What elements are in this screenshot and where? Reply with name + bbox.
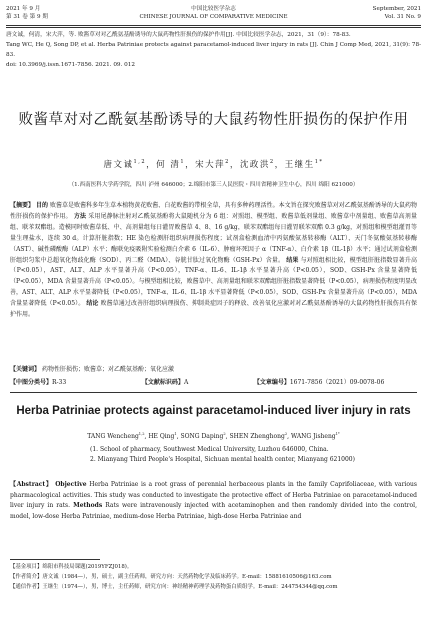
authors-cn: 唐文诚$^{1,2}$，何 清$^1$，宋大萍$^2$，沈政洪$^2$，王继生$^{1*}$ [103, 159, 324, 170]
author-name: SONG Daping [180, 433, 224, 440]
journal-name-cn: 中国比较医学杂志 [191, 6, 236, 12]
authors-en: TANG Wencheng$^{1,2}$, HE Qing$^1$, SONG Daping$^2$, SHEN Zhenghong$^2$, WANG Jisheng$^{1*}$ [87, 432, 340, 440]
header-rule-thin [6, 27, 421, 28]
author-name: SHEN Zhenghong [229, 433, 285, 440]
citation-cn: 唐文诚，何清，宋大萍，等. 败酱草对对乙酰氨基酚诱导的大鼠药物性肝损伤的保护作用[J]. 中国比较医学杂志，2021，31（9）：78-83. [6, 32, 351, 38]
header-volume-cn: 第 31 卷 第 9 期 [6, 14, 48, 20]
clc-label: 【中图分类号】 [10, 379, 53, 386]
header-volume-en: Vol. 31 No. 9 [384, 14, 421, 20]
keywords-text-cn: 药物性肝损伤；败酱草；对乙酰氨基酚；氧化应激 [41, 366, 174, 373]
methods-label-cn: 方法 [73, 212, 87, 220]
author-name: HE Qing [148, 433, 175, 440]
results-label-cn: 结果 [286, 256, 299, 264]
author-name: 沈政洪 [239, 160, 270, 170]
keywords-label-cn: 【关键词】 [10, 366, 41, 373]
header-date-cn: 2021 年 9 月 [6, 6, 41, 12]
header-rule-thick [6, 25, 421, 26]
abstract-label-en: 【Abstract】 [10, 481, 53, 488]
author-sup: 1 [180, 159, 186, 166]
objective-label-en: Objective [55, 481, 87, 488]
author-sup: 2 [284, 432, 288, 436]
article-number: 1671-7856（2021）09-0078-06 [289, 379, 385, 386]
doi: doi: 10.3969/j.issn.1671-7856. 2021. 09. 012 [6, 62, 136, 68]
affiliation-cn: （1.西南医科大学药学院，四川 泸州 646000；2.绵阳市第三人民医院・四川省精神卫生中心，四川 绵阳 621000） [68, 182, 359, 188]
section-divider [10, 392, 417, 393]
citation-block [6, 30, 421, 70]
doc-code: A [183, 379, 189, 386]
affiliation-en-line1: (1. School of pharmacy, Southwest Medical University, Luzhou 646000, China. [90, 446, 329, 453]
author-name: TANG Wencheng [87, 433, 139, 440]
running-header [6, 3, 421, 27]
author-name: WANG Jisheng [290, 433, 336, 440]
methods-label-en: Methods [73, 502, 103, 510]
author-name: 何 清 [156, 160, 181, 170]
author-sup: 2 [223, 432, 226, 436]
author-sup: 1* [335, 432, 340, 436]
affiliation-en-line2: 2. Mianyang Third People's Hospital, Sichuan mental health center, Mianyang 621000) [90, 456, 355, 463]
footnote-rule [10, 559, 100, 560]
header-date-en: September, 2021 [372, 6, 421, 12]
methods-text-en: Rats were intravenously injected with acetaminophen and then randomly divided into the control, model, low-dose Herba Patriniae, medium-dose Herba Patriniae, high-dose Herba Patriniae and [10, 502, 417, 520]
author-sup: 1 [174, 432, 177, 436]
header-center [6, 5, 421, 21]
objective-label-cn: 目的 [36, 202, 49, 209]
author-sup: 1* [314, 159, 324, 166]
author-bio-note: 【作者简介】唐文诚（1984—），男，硕士，副主任药师，研究方向：天然药物化学及临床药学。E-mail：15881610506@163.com [10, 574, 332, 580]
keywords-cn [10, 365, 417, 374]
article-title-en: Herba Patriniae protects against paracetamol-induced liver injury in rats [16, 405, 411, 417]
doc-code-label: 【文献标识码】 [141, 379, 184, 386]
methods-text-cn: 采用尾静脉注射对乙酰氨基酚将大鼠随机分为 6 组：对照组、模型组、败酱草低剂量组、败酱草中剂量组、败酱草高剂量组、联苯双酯组。造模同时败酱草低、中、高剂量组每日灌胃败酱草 4、8、16 g/kg，联苯双酯组每日灌胃联苯双酯 0.3 g/kg，对照组和模型组灌胃等量生理盐水，连续 30 d。计算肝脏指数；HE 染色检测肝组织病理损伤程度；试剂盒检测血清中丙氨酸氨基转移酶（ALT）、天门冬氨酸氨基转移酶（AST）、碱性磷酸酶（ALP）水平；酶联免疫吸附实验检测白介素 6（IL-6）、肿瘤坏死因子 α（TNF-α）、白介素 1β（IL-1β）水平；通过试剂盒检测肝组织匀浆中总超氧化物歧化酶（SOD）、丙二醛（MDA）、谷胱甘肽过氧化物酶（GSH-Px）含量。 [10, 212, 417, 264]
abstract-cn [10, 201, 417, 321]
fund-note: 【基金项目】绵阳市科技局课题(2019YFZJ018)。 [10, 564, 133, 570]
classification-line [10, 378, 417, 387]
author-sup: 1,2 [138, 432, 145, 436]
author-sup: 2 [269, 159, 275, 166]
article-number-label: 【文章编号】 [253, 379, 290, 386]
author-sup: 1,2 [133, 159, 147, 166]
header-right [373, 5, 421, 21]
conclusion-text-cn: 败酱草通过改善肝组织病理损伤、抑制炎症因子的释放、改善氧化应激对对乙酰氨基酚诱导的大鼠药物性肝损伤具有保护作用。 [10, 300, 417, 319]
author-name: 王继生 [284, 160, 315, 170]
author-name: 宋大萍 [195, 160, 226, 170]
author-sup: 2 [225, 159, 230, 166]
conclusion-label-cn: 结论 [86, 300, 99, 308]
author-name: 唐文诚 [103, 160, 134, 170]
affiliation-en [90, 445, 397, 465]
journal-name-en: CHINESE JOURNAL OF COMPARATIVE MEDICINE [139, 14, 288, 20]
footnotes [10, 562, 417, 592]
abstract-en [10, 480, 417, 522]
citation-en: Tang WC, He Q, Song DP, et al. Herba Patriniae protects against paracetamol-induced liver injury in rats [J]. Chin J Comp Med, 2021, 31(9): 78-83. [6, 42, 421, 58]
objective-text-cn: 败酱草是败酱科多年生草本植物黄花败酱、白花败酱的带根全草，具有多种药理活性。本文旨在探究败酱草对对乙酰氨基酚诱导的大鼠药物性肝损伤的保护作用。 [10, 202, 417, 220]
article-title-cn: 败酱草对对乙酰氨基酚诱导的大鼠药物性肝损伤的保护作用 [18, 112, 409, 128]
objective-text-en: Herba Patriniae is a root grass of perennial herbaceous plants in the family Caprifoliaceae, with various pharmacological activities. This study was conducted to investigate the protective effect of Herba Patriniae on paracetamol-induced liver injury in rats. [10, 481, 417, 510]
results-text-cn: 与对照组相比较，模型组肝脏指数显著升高（P<0.05），AST、ALT、ALP 水平显著升高（P<0.05），TNF-α、IL-6、IL-1β 水平显著升高（P<0.05），SOD、GSH-Px 含量显著降低（P<0.05），MDA 含量显著升高（P<0.05）。与模型组相比较，败酱草中、高剂量组和联苯双酯组肝脏指数显著降低（P<0.05），病理损伤程度明显改善，AST、ALT、ALP 水平显著降低（P<0.05），TNF-α、IL-6、IL-1β 水平显著降低（P<0.05），SOD、GSH-Px 含量显著升高（P<0.05），MDA 含量显著降低（P<0.05）。 [10, 256, 417, 308]
corresponding-author-note: 【通信作者】王继生（1974—），男，博士，主任药师，研究方向：神经精神药理学及药物蛋白质组学。E-mail：244754344@qq.com [10, 584, 338, 590]
clc-code: R-33 [52, 379, 67, 386]
abstract-label-cn: 【摘要】 [10, 202, 35, 209]
